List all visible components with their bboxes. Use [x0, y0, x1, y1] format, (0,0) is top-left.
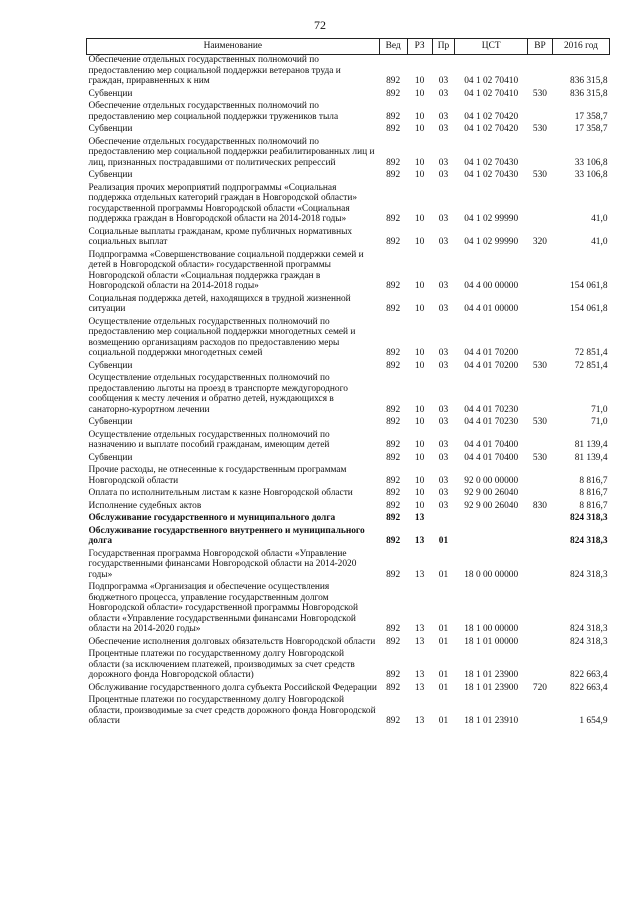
cell-cst: 04 1 02 70410 [464, 88, 519, 99]
table-row [87, 501, 610, 514]
cell-cst: 04 4 01 70230 [464, 417, 519, 427]
cell-name: Реализация прочих мероприятий подпрограммы «Социальная поддержка отдельных категорий граждан в Новгородской области» государственной программы Новгородской области «Социальная поддержка граждан в Новгородской области на 2014-2018 годы» [88, 182, 358, 224]
cell-amount: 824 318,3 [570, 536, 608, 546]
table-row [87, 637, 610, 650]
cell-pr: 03 [438, 111, 449, 122]
cell-amount: 81 139,4 [574, 452, 608, 463]
cell-cst: 04 1 02 99990 [464, 214, 519, 224]
cell-amount: 17 358,7 [574, 111, 608, 122]
cell-ved: 892 [386, 624, 401, 634]
cell-pr: 03 [438, 237, 449, 247]
cell-pr: 03 [438, 440, 449, 450]
cell-name: Субвенции [88, 452, 133, 463]
cell-rz: 10 [414, 124, 425, 134]
cell-name: Подпрограмма «Совершенствование социальной поддержки семей и детей в Новгородской области» государственной программы Новгородской области «Социальная поддержка граждан в Новгородской области на 2014-2018 годы» [88, 249, 364, 291]
cell-ved: 892 [386, 440, 401, 450]
cell-rz: 10 [414, 281, 425, 291]
cell-cst: 18 1 01 23910 [464, 716, 519, 726]
cell-ved: 892 [386, 670, 401, 680]
table-row [87, 89, 610, 102]
cell-rz: 10 [414, 214, 425, 224]
cell-cst: 04 4 01 70200 [464, 348, 519, 358]
cell-cst: 18 1 01 23900 [464, 682, 519, 693]
cell-vr [527, 637, 552, 650]
cell-amount: 822 663,4 [570, 682, 608, 693]
cell-name: Субвенции [88, 88, 133, 99]
table-row [87, 317, 610, 361]
cell-cst: 04 4 01 70200 [464, 360, 519, 371]
cell-amount: 154 061,8 [570, 304, 608, 314]
cell-cst: 92 9 00 26040 [464, 488, 519, 498]
cell-cst: 18 0 00 00000 [464, 569, 519, 580]
cell-vr: 530 [532, 452, 547, 463]
cell-vr [527, 582, 552, 637]
cell-ved: 892 [386, 636, 401, 647]
cell-amount: 8 816,7 [579, 500, 608, 511]
cell-ved: 892 [386, 281, 401, 291]
cell-amount: 41,0 [591, 214, 608, 224]
cell-name: Осуществление отдельных государственных полномочий по предоставлению льготы на проезд в транспорте междугородного сообщения к месту лечения и обратно детей, нуждающихся в санаторно-курортном лечении [88, 373, 348, 415]
cell-rz: 10 [414, 417, 425, 427]
cell-ved: 892 [386, 157, 401, 168]
table-row [87, 488, 610, 501]
cell-amount: 836 315,8 [570, 88, 608, 99]
cell-rz: 13 [414, 624, 425, 634]
cell-pr [432, 513, 455, 526]
cell-pr: 01 [438, 670, 449, 680]
cell-ved: 892 [386, 111, 401, 122]
cell-vr [527, 294, 552, 317]
cell-cst: 04 1 02 70430 [464, 157, 519, 168]
cell-amount: 8 816,7 [579, 475, 608, 486]
cell-vr [527, 101, 552, 124]
table-row [87, 55, 610, 89]
cell-cst: 92 9 00 26040 [464, 500, 519, 511]
table-row [87, 695, 610, 729]
cell-cst: 92 0 00 00000 [464, 475, 519, 486]
cell-ved: 892 [386, 214, 401, 224]
cell-amount: 836 315,8 [570, 76, 608, 86]
cell-amount: 1 654,9 [579, 716, 608, 726]
cell-vr [527, 649, 552, 683]
cell-ved: 892 [386, 488, 401, 498]
cell-pr: 01 [438, 536, 449, 546]
cell-vr: 530 [532, 170, 547, 180]
cell-rz: 10 [414, 488, 425, 498]
cell-amount: 8 816,7 [579, 488, 608, 498]
cell-pr: 03 [438, 488, 449, 498]
cell-name: Обеспечение отдельных государственных полномочий по предоставлению мер социальной поддержки тружеников тыла [88, 101, 339, 122]
cell-ved: 892 [386, 500, 401, 511]
cell-rz: 10 [414, 475, 425, 486]
cell-vr [527, 513, 552, 526]
cell-vr: 530 [532, 417, 547, 427]
cell-rz: 10 [414, 111, 425, 122]
cell-cst: 04 4 01 70230 [464, 404, 519, 415]
cell-amount: 33 106,8 [574, 157, 608, 168]
cell-amount: 71,0 [591, 417, 608, 427]
cell-pr: 03 [438, 304, 449, 314]
cell-cst: 04 1 02 70410 [464, 76, 519, 86]
table-row [87, 170, 610, 183]
cell-cst: 18 1 01 00000 [464, 636, 519, 647]
cell-ved: 892 [386, 88, 401, 99]
cell-name: Оплата по исполнительным листам к казне Новгородской области [88, 488, 353, 498]
cell-ved: 892 [386, 237, 401, 247]
cell-name: Субвенции [88, 360, 133, 371]
cell-cst: 18 1 01 23900 [464, 670, 519, 680]
cell-ved: 892 [386, 569, 401, 580]
cell-rz: 10 [414, 404, 425, 415]
cell-ved: 892 [386, 304, 401, 314]
cell-name: Подпрограмма «Организация и обеспечение осуществления бюджетного процесса, управление государственным долгом Новгородской области» государственной программы Новгородской области «Управление государственными финансами Новгородской области на 2014-2020 годы» [88, 582, 358, 634]
cell-vr [527, 317, 552, 361]
cell-vr [527, 137, 552, 171]
cell-name: Процентные платежи по государственному долгу Новгородской области (за исключением платежей, производимых за счет средств дорожного фонда Новгородской области) [88, 649, 355, 680]
cell-ved: 892 [386, 452, 401, 463]
cell-name: Осуществление отдельных государственных полномочий по предоставлению мер социальной поддержки многодетных семей и возмещению организациям расходов по предоставлению меры социальной поддержки многодетных семей [88, 316, 356, 358]
cell-pr: 03 [438, 404, 449, 415]
page-number: 72 [314, 18, 326, 32]
cell-pr: 03 [438, 281, 449, 291]
cell-vr: 320 [532, 237, 547, 247]
table-row [87, 649, 610, 683]
cell-pr: 03 [438, 417, 449, 427]
cell-amount: 72 851,4 [574, 348, 608, 358]
cell-name: Субвенции [88, 170, 133, 180]
cell-vr: 530 [532, 88, 547, 99]
cell-pr: 03 [438, 348, 449, 358]
cell-name: Осуществление отдельных государственных полномочий по назначению и выплате пособий гражданам, имеющим детей [88, 429, 330, 450]
cell-name: Обслуживание государственного и муниципального долга [88, 513, 336, 523]
cell-ved: 892 [386, 170, 401, 180]
cell-name: Социальная поддержка детей, находящихся в трудной жизненной ситуации [88, 293, 351, 314]
table-row [87, 101, 610, 124]
cell-rz: 10 [414, 500, 425, 511]
table-row [87, 294, 610, 317]
cell-rz: 13 [414, 636, 425, 647]
table-row [87, 417, 610, 430]
table-row [87, 183, 610, 227]
cell-pr: 03 [438, 475, 449, 486]
cell-amount: 81 139,4 [574, 440, 608, 450]
cell-rz: 10 [414, 170, 425, 180]
cell-vr [527, 430, 552, 453]
table-row [87, 250, 610, 294]
cell-name: Обеспечение отдельных государственных полномочий по предоставлению мер социальной поддержки реабилитированных лиц и лиц, признанных пострадавшими от политических репрессий [88, 136, 375, 168]
cell-pr: 03 [438, 360, 449, 371]
cell-rz: 13 [414, 513, 425, 523]
cell-cst: 04 4 01 00000 [464, 304, 519, 314]
cell-vr: 830 [532, 500, 547, 511]
cell-amount: 824 318,3 [570, 513, 608, 523]
cell-rz: 13 [414, 716, 425, 726]
cell-vr: 530 [532, 124, 547, 134]
cell-ved: 892 [386, 360, 401, 371]
cell-rz: 10 [414, 76, 425, 86]
cell-pr: 01 [438, 624, 449, 634]
cell-rz: 10 [414, 237, 425, 247]
table-header-row [87, 39, 610, 55]
cell-cst: 04 4 00 00000 [464, 281, 519, 291]
cell-name: Субвенции [88, 124, 133, 134]
header-pr: Пр [432, 39, 455, 55]
cell-pr: 03 [438, 214, 449, 224]
table-row [87, 465, 610, 488]
budget-table [86, 38, 610, 729]
cell-ved: 892 [386, 513, 401, 523]
cell-rz: 13 [414, 569, 425, 580]
cell-pr: 01 [438, 636, 449, 647]
cell-amount: 824 318,3 [570, 624, 608, 634]
header-rz: РЗ [407, 39, 432, 55]
cell-rz: 10 [414, 360, 425, 371]
cell-pr: 03 [438, 452, 449, 463]
cell-vr: 530 [532, 360, 547, 371]
cell-ved: 892 [386, 76, 401, 86]
cell-vr [527, 488, 552, 501]
cell-ved: 892 [386, 475, 401, 486]
cell-cst: 04 1 02 99990 [464, 237, 519, 247]
cell-pr: 03 [438, 88, 449, 99]
cell-vr [527, 373, 552, 417]
cell-name: Государственная программа Новгородской области «Управление государственными финансами Новгородской области на 2014-2020 годы» [88, 548, 357, 580]
table-row [87, 582, 610, 637]
cell-rz: 13 [414, 682, 425, 693]
cell-pr: 01 [438, 569, 449, 580]
cell-amount: 822 663,4 [570, 670, 608, 680]
table-row [87, 526, 610, 549]
table-row [87, 683, 610, 696]
header-ved: Вед [379, 39, 407, 55]
cell-vr [527, 183, 552, 227]
cell-name: Обслуживание государственного долга субъекта Российской Федерации [88, 682, 377, 693]
cell-ved: 892 [386, 682, 401, 693]
cell-name: Субвенции [88, 417, 133, 427]
cell-name: Прочие расходы, не отнесенные к государственным программам Новгородской области [88, 465, 347, 486]
cell-amount: 71,0 [591, 404, 608, 415]
cell-pr: 03 [438, 170, 449, 180]
cell-name: Социальные выплаты гражданам, кроме публичных нормативных социальных выплат [88, 226, 353, 247]
cell-vr [527, 55, 552, 89]
cell-rz: 10 [414, 304, 425, 314]
cell-cst: 04 1 02 70420 [464, 124, 519, 134]
cell-rz: 10 [414, 452, 425, 463]
cell-name: Исполнение судебных актов [88, 500, 202, 511]
cell-name: Обеспечение отдельных государственных полномочий по предоставлению мер социальной поддержки ветеранов труда и граждан, приравненных к ним [88, 55, 341, 86]
table-row [87, 361, 610, 374]
cell-rz: 10 [414, 157, 425, 168]
cell-rz: 13 [414, 536, 425, 546]
cell-amount: 41,0 [591, 237, 608, 247]
header-vr: ВР [527, 39, 552, 55]
header-year: 2016 год [552, 39, 609, 55]
cell-pr: 03 [438, 76, 449, 86]
cell-amount: 17 358,7 [574, 124, 608, 134]
cell-rz: 10 [414, 348, 425, 358]
table-row [87, 137, 610, 171]
cell-rz: 13 [414, 670, 425, 680]
table-row [87, 430, 610, 453]
cell-amount: 824 318,3 [570, 636, 608, 647]
cell-ved: 892 [386, 417, 401, 427]
header-cst: ЦСТ [455, 39, 528, 55]
cell-amount: 154 061,8 [570, 281, 608, 291]
cell-ved: 892 [386, 348, 401, 358]
cell-pr: 03 [438, 124, 449, 134]
cell-rz: 10 [414, 440, 425, 450]
cell-pr: 03 [438, 500, 449, 511]
cell-vr: 720 [532, 682, 547, 693]
cell-amount: 824 318,3 [570, 569, 608, 580]
cell-cst: 18 1 00 00000 [464, 624, 519, 634]
cell-rz: 10 [414, 88, 425, 99]
cell-cst: 04 4 01 70400 [464, 452, 519, 463]
cell-cst: 04 1 02 70430 [464, 170, 519, 180]
cell-cst: 04 1 02 70420 [464, 111, 519, 122]
cell-vr [527, 250, 552, 294]
cell-ved: 892 [386, 716, 401, 726]
cell-name: Процентные платежи по государственному долгу Новгородской области, производимые за счет средств дорожного фонда Новгородской области [88, 695, 376, 726]
table-row [87, 124, 610, 137]
table-row [87, 453, 610, 466]
cell-ved: 892 [386, 124, 401, 134]
cell-cst [455, 526, 528, 549]
cell-pr: 03 [438, 157, 449, 168]
cell-vr [527, 465, 552, 488]
cell-ved: 892 [386, 536, 401, 546]
cell-vr [527, 526, 552, 549]
cell-pr: 01 [438, 716, 449, 726]
cell-name: Обеспечение исполнения долговых обязательств Новгородской области [88, 636, 376, 647]
cell-vr [527, 549, 552, 583]
cell-ved: 892 [386, 404, 401, 415]
cell-cst [455, 513, 528, 526]
cell-cst: 04 4 01 70400 [464, 440, 519, 450]
table-row [87, 513, 610, 526]
cell-pr: 01 [438, 682, 449, 693]
cell-amount: 72 851,4 [574, 360, 608, 371]
header-name: Наименование [87, 39, 380, 55]
table-row [87, 227, 610, 250]
cell-amount: 33 106,8 [574, 170, 608, 180]
cell-name: Обслуживание государственного внутреннего и муниципального долга [88, 525, 365, 546]
table-row [87, 549, 610, 583]
cell-vr [527, 695, 552, 729]
table-row [87, 373, 610, 417]
